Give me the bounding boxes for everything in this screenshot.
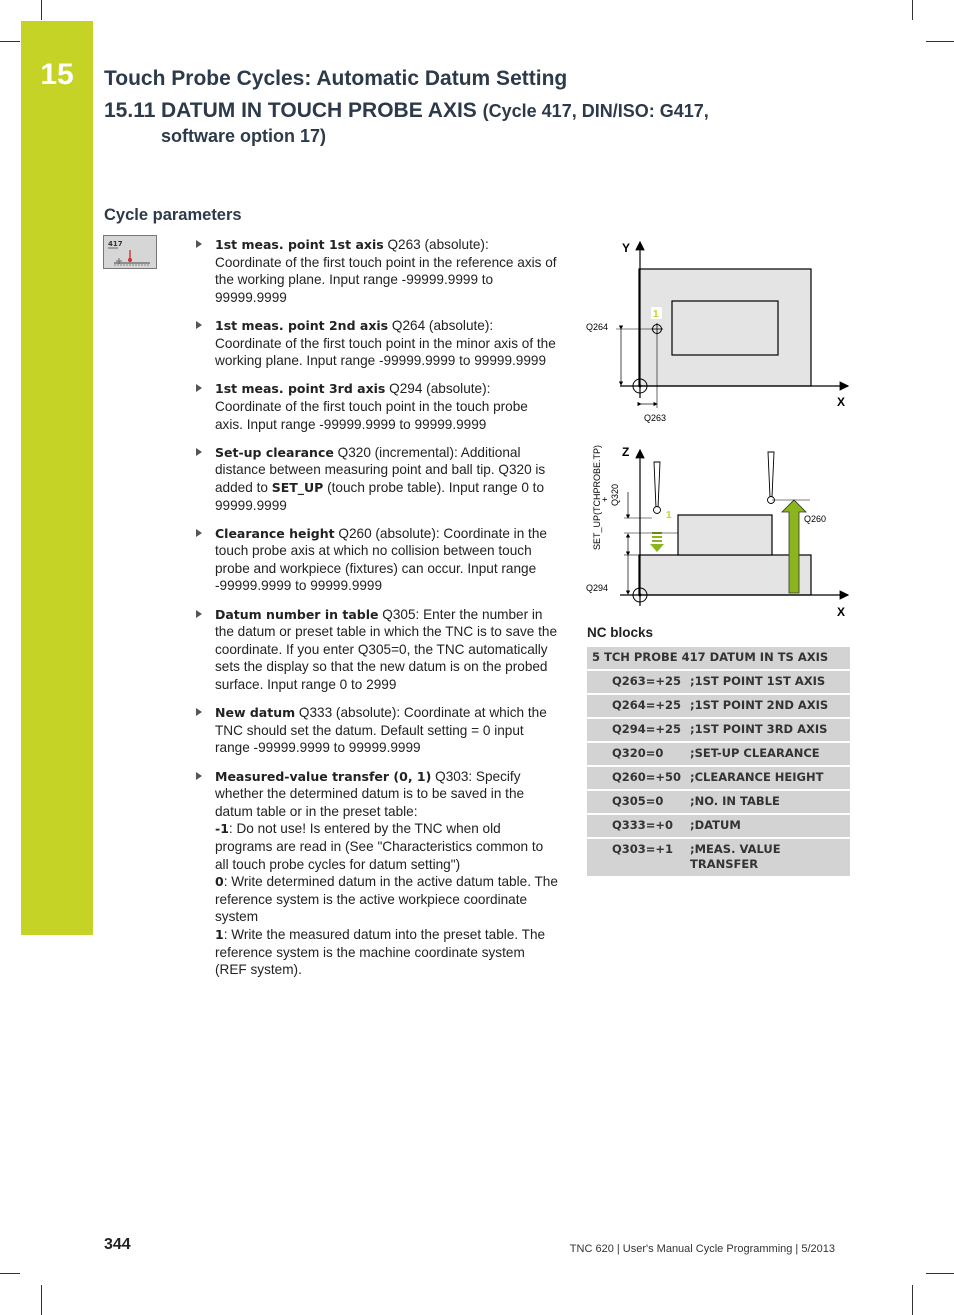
param-name: 1st meas. point 2nd axis	[215, 317, 389, 333]
axis-x-label: X	[837, 395, 846, 409]
table-row	[587, 670, 850, 694]
setup-keyword: SET_UP	[271, 479, 324, 495]
param-desc: Q333 (absolute): Coordinate at which the TNC should set the datum. Default setting = 0 input range -99999.9999 to 99999.9999	[215, 705, 547, 756]
pocket	[672, 301, 778, 355]
param-q264	[196, 317, 558, 370]
q294-label: Q294	[586, 583, 609, 593]
option-key: 0	[215, 874, 224, 890]
param-q320	[196, 444, 558, 514]
section-title-sub-2: software option 17)	[161, 126, 327, 146]
crop-mark	[926, 41, 954, 42]
param-name: New datum	[215, 705, 296, 721]
table-row	[587, 647, 850, 670]
axis-y-label: Y	[622, 241, 631, 255]
chapter-number: 15	[40, 58, 74, 91]
point-marker: 1	[653, 309, 659, 320]
option-key: -1	[215, 821, 229, 837]
nc-param: Q303=+1	[587, 838, 686, 877]
workpiece-base	[639, 555, 811, 595]
param-desc: Q303: Specify whether the determined datum is to be saved in the datum table or in the preset table:	[215, 768, 525, 819]
option-text: : Write the measured datum into the preset table. The reference system is the machine coordinate system (REF system).	[215, 926, 546, 978]
nc-comment-line1: ;MEAS. VALUE	[690, 842, 781, 856]
bullet-icon	[196, 529, 202, 537]
bullet-icon	[196, 240, 202, 248]
param-q260	[196, 525, 558, 595]
param-name: Datum number in table	[215, 606, 379, 622]
page-number: 344	[104, 1236, 131, 1253]
section-title-main: DATUM IN TOUCH PROBE AXIS	[161, 99, 477, 122]
param-desc: Q305: Enter the number in the datum or preset table in which the TNC is to save the coordinate. If you enter Q305=0, the TNC automatically sets the display so that the new datum is on the probed surface. Input range 0 to 2999	[215, 606, 558, 693]
chapter-title: Touch Probe Cycles: Automatic Datum Setting	[104, 67, 568, 90]
crop-mark	[912, 0, 913, 20]
point-marker-2: 1	[666, 510, 672, 521]
nc-comment: ;DATUM	[686, 814, 850, 838]
nc-comment: ;CLEARANCE HEIGHT	[686, 766, 850, 790]
q263-label: Q263	[644, 413, 667, 423]
footer-text: TNC 620 | User's Manual Cycle Programming | 5/2013	[569, 1243, 835, 1255]
section-title-sub: (Cycle 417, DIN/ISO: G417,	[482, 101, 709, 121]
bullet-icon	[196, 384, 202, 392]
nc-blocks-heading: NC blocks	[587, 625, 654, 640]
nc-param: Q305=0	[587, 790, 686, 814]
crop-mark	[912, 1285, 913, 1315]
axis-x2-label: X	[837, 605, 846, 619]
param-q305	[196, 606, 558, 694]
param-desc-end: (touch probe table). Input range 0 to 99999.9999	[215, 479, 545, 513]
section-title	[104, 98, 709, 149]
setup-label: SET_UP(TCHPROBE.TP)	[592, 444, 602, 550]
nc-comment: ;NO. IN TABLE	[686, 790, 850, 814]
param-q294	[196, 380, 558, 433]
crop-mark	[41, 1285, 42, 1315]
crop-mark	[926, 1273, 954, 1274]
q260-label: Q260	[804, 514, 827, 524]
nc-comment: ;SET-UP CLEARANCE	[686, 742, 850, 766]
param-name: 1st meas. point 3rd axis	[215, 381, 386, 397]
nc-comment-line2: TRANSFER	[690, 857, 759, 871]
option-text: : Do not use! Is entered by the TNC when old programs are read in (See "Characteristics common to all touch probe cycles for datum setting")	[215, 821, 544, 872]
table-row	[587, 718, 850, 742]
param-q333	[196, 704, 558, 757]
table-row	[587, 766, 850, 790]
nc-comment	[686, 838, 850, 877]
param-name: Set-up clearance	[215, 444, 334, 460]
option-key: 1	[215, 926, 224, 942]
cycle-thumbnail	[103, 235, 157, 269]
probe-stylus-icon-2	[768, 452, 774, 497]
param-name: Clearance height	[215, 525, 335, 541]
nc-param: Q264=+25	[587, 694, 686, 718]
parameter-list	[196, 236, 558, 989]
thumbnail-label: 417	[108, 240, 123, 248]
nc-blocks-table	[587, 647, 850, 878]
param-q303	[196, 768, 558, 979]
section-number: 15.11	[104, 99, 156, 122]
nc-comment: ;1ST POINT 1ST AXIS	[686, 670, 850, 694]
crop-mark	[0, 41, 20, 42]
bullet-icon	[196, 708, 202, 716]
cycle-thumbnail-icon	[104, 236, 156, 268]
param-name: 1st meas. point 1st axis	[215, 237, 384, 252]
side-view	[586, 445, 848, 619]
bullet-icon	[196, 610, 202, 618]
plus-label: +	[600, 496, 610, 502]
nc-param: Q260=+50	[587, 766, 686, 790]
probe-stylus-icon	[654, 462, 660, 508]
probe-direction-icon	[650, 532, 664, 552]
bullet-icon	[196, 448, 202, 456]
nc-comment: ;1ST POINT 3RD AXIS	[686, 718, 850, 742]
nc-param: Q263=+25	[587, 670, 686, 694]
q264-label: Q264	[586, 322, 609, 332]
crop-mark	[0, 1273, 20, 1274]
param-desc: Q260 (absolute): Coordinate in the touch probe axis at which no collision between touch probe and workpiece (fixtures) can occur. Input range -99999.9999 to 99999.9999	[215, 525, 547, 594]
q320-label: Q320	[610, 483, 620, 506]
nc-comment: ;1ST POINT 2ND AXIS	[686, 694, 850, 718]
top-view	[586, 241, 848, 423]
table-row	[587, 790, 850, 814]
axis-z-label: Z	[622, 445, 630, 459]
cycle-diagram	[580, 236, 855, 621]
table-row	[587, 814, 850, 838]
bullet-icon	[196, 772, 202, 780]
nc-param: Q320=0	[587, 742, 686, 766]
table-row	[587, 838, 850, 877]
chapter-sidebar	[21, 21, 93, 935]
param-desc: Q263 (absolute): Coordinate of the first touch point in the reference axis of the working plane. Input range -99999.9999 to 99999.9999	[215, 237, 557, 305]
bullet-icon	[196, 321, 202, 329]
param-q263	[196, 236, 558, 306]
param-desc: Q264 (absolute): Coordinate of the first touch point in the minor axis of the working plane. Input range -99999.9999 to 99999.9999	[215, 317, 556, 369]
table-row	[587, 742, 850, 766]
param-name: Measured-value transfer (0, 1)	[215, 768, 432, 784]
nc-param: Q294=+25	[587, 718, 686, 742]
param-desc: Q320 (incremental): Additional distance between measuring point and ball tip. Q320 is added to	[215, 444, 546, 495]
param-desc: Q294 (absolute): Coordinate of the first touch point in the touch probe axis. Input range -99999.9999 to 99999.9999	[215, 381, 528, 432]
workpiece-raised	[678, 515, 772, 555]
nc-first-line: 5 TCH PROBE 417 DATUM IN TS AXIS	[587, 647, 850, 670]
nc-param: Q333=+0	[587, 814, 686, 838]
crop-mark	[41, 0, 42, 20]
cycle-parameters-heading: Cycle parameters	[104, 206, 242, 224]
option-text: : Write determined datum in the active datum table. The reference system is the active workpiece coordinate system	[215, 874, 558, 925]
table-row	[587, 694, 850, 718]
